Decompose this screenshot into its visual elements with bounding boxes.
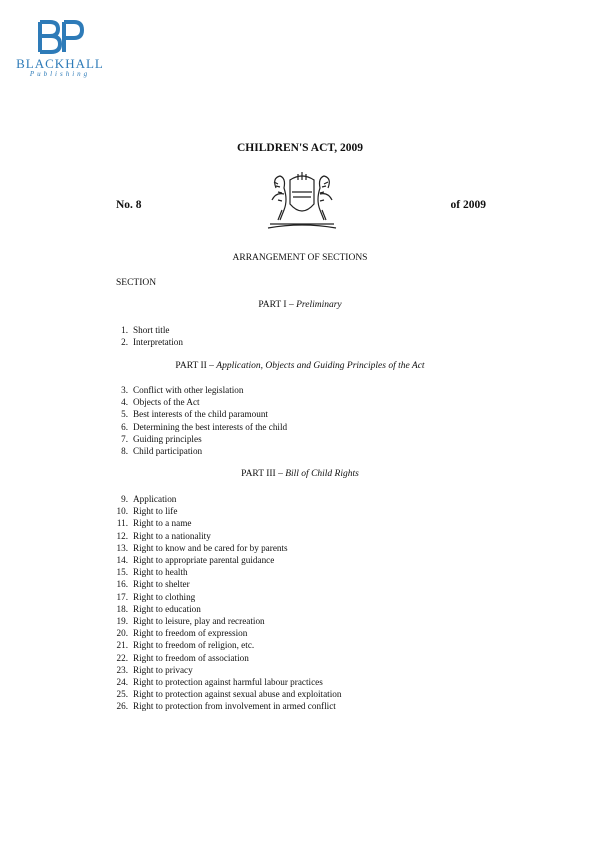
- publisher-tagline: Publishing: [29, 70, 91, 78]
- section-title: Right to protection from involvement in armed conflict: [133, 701, 336, 712]
- section-number: 5.: [121, 409, 128, 420]
- section-number: 25.: [116, 689, 128, 700]
- section-row: [110, 578, 341, 590]
- section-row: [110, 324, 183, 336]
- section-title: Guiding principles: [133, 433, 202, 444]
- part-prefix: PART II –: [175, 361, 217, 371]
- section-number: 9.: [121, 494, 128, 504]
- section-column-label: SECTION: [116, 278, 157, 288]
- section-number: 15.: [116, 567, 128, 578]
- section-title: Right to freedom of association: [133, 652, 249, 663]
- section-title: Application: [133, 494, 177, 504]
- section-row: [110, 566, 341, 578]
- section-title: Right to know and be cared for by parents: [133, 542, 288, 553]
- section-title: Conflict with other legislation: [133, 385, 244, 395]
- section-number: 18.: [116, 603, 128, 614]
- section-number: 8.: [121, 446, 128, 457]
- section-title: Child participation: [133, 446, 203, 457]
- section-row: [110, 676, 341, 688]
- section-number: 3.: [121, 385, 128, 395]
- act-number: No. 8: [116, 199, 142, 211]
- section-number: 6.: [121, 421, 128, 432]
- part-name: Application, Objects and Guiding Principles of the Act: [216, 361, 425, 371]
- section-row: [110, 421, 287, 433]
- section-title: Determining the best interests of the child: [133, 421, 288, 432]
- section-number: 14.: [116, 555, 128, 566]
- section-row: [110, 445, 287, 457]
- section-row: [110, 336, 183, 348]
- section-number: 12.: [116, 530, 128, 541]
- section-row: [110, 627, 341, 639]
- section-number: 19.: [116, 616, 128, 627]
- section-title: Right to education: [133, 603, 201, 614]
- section-number: 2.: [121, 337, 128, 348]
- section-list: [110, 384, 287, 457]
- section-row: [110, 700, 341, 712]
- section-row: [110, 603, 341, 615]
- section-title: Right to life: [133, 506, 178, 517]
- section-number: 21.: [116, 640, 128, 651]
- section-row: [110, 652, 341, 664]
- section-list: [110, 493, 341, 713]
- section-title: Right to leisure, play and recreation: [133, 616, 265, 627]
- section-row: [110, 664, 341, 676]
- section-row: [110, 433, 287, 445]
- part-prefix: PART III –: [241, 469, 286, 479]
- section-number: 20.: [116, 628, 128, 639]
- section-title: Right to a name: [133, 518, 192, 529]
- section-number: 23.: [116, 664, 128, 675]
- section-row: [110, 591, 341, 603]
- section-title: Best interests of the child paramount: [133, 409, 268, 420]
- part-prefix: PART I –: [258, 300, 297, 310]
- section-title: Interpretation: [133, 337, 183, 348]
- section-number: 13.: [116, 542, 128, 553]
- section-number: 7.: [121, 433, 128, 444]
- section-number: 17.: [116, 591, 128, 602]
- part-heading: [0, 469, 600, 479]
- section-list: [110, 324, 183, 348]
- section-row: [110, 408, 287, 420]
- part-heading: [0, 361, 600, 371]
- section-title: Right to privacy: [133, 664, 193, 675]
- part-name: Bill of Child Rights: [285, 469, 359, 479]
- publisher-logo: [12, 18, 108, 78]
- section-row: [110, 530, 341, 542]
- section-title: Right to a nationality: [133, 530, 211, 541]
- part-name: Preliminary: [296, 300, 342, 310]
- section-title: Right to appropriate parental guidance: [133, 555, 275, 566]
- section-row: [110, 688, 341, 700]
- arrangement-heading: ARRANGEMENT OF SECTIONS: [232, 253, 368, 263]
- section-row: [110, 517, 341, 529]
- section-row: [110, 554, 341, 566]
- section-row: [110, 396, 287, 408]
- section-number: 26.: [116, 701, 128, 712]
- section-title: Short title: [133, 325, 170, 335]
- section-title: Right to freedom of religion, etc.: [133, 640, 255, 651]
- section-row: [110, 639, 341, 651]
- section-number: 4.: [121, 397, 128, 408]
- section-number: 1.: [121, 325, 128, 335]
- section-title: Right to health: [133, 567, 188, 578]
- section-title: Right to protection against sexual abuse and exploitation: [133, 689, 342, 700]
- part-heading: [0, 300, 600, 310]
- section-title: Right to clothing: [133, 591, 196, 602]
- section-row: [110, 615, 341, 627]
- section-title: Right to shelter: [133, 579, 190, 590]
- section-title: Objects of the Act: [133, 397, 200, 408]
- publisher-name: BLACKHALL: [16, 56, 104, 71]
- section-number: 22.: [116, 652, 128, 663]
- section-number: 10.: [116, 506, 128, 517]
- act-title: CHILDREN'S ACT, 2009: [237, 142, 363, 154]
- act-year: of 2009: [450, 199, 486, 211]
- section-row: [110, 493, 341, 505]
- section-number: 24.: [116, 677, 128, 688]
- section-number: 11.: [116, 518, 128, 529]
- bp-monogram-icon: [34, 18, 86, 56]
- section-row: [110, 542, 341, 554]
- section-title: Right to protection against harmful labour practices: [133, 677, 323, 688]
- section-row: [110, 505, 341, 517]
- section-number: 16.: [116, 579, 128, 590]
- section-row: [110, 384, 287, 396]
- section-title: Right to freedom of expression: [133, 628, 248, 639]
- coat-of-arms-icon: [262, 170, 342, 232]
